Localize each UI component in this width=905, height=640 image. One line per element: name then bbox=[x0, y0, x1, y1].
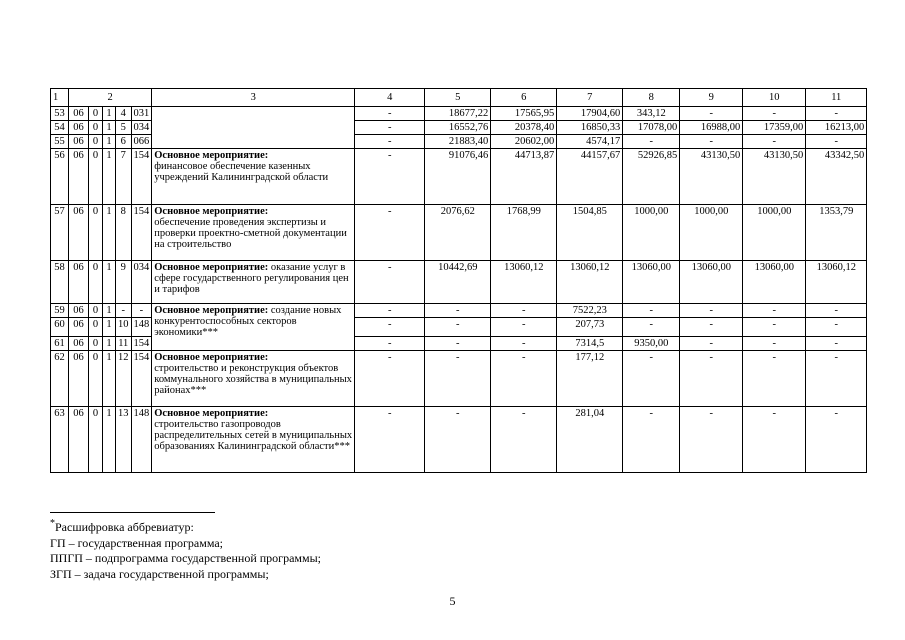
row-number: 60 bbox=[51, 318, 69, 337]
code-cell: 0 bbox=[89, 351, 103, 407]
value-cell: - bbox=[425, 351, 491, 407]
header-col-4: 4 bbox=[355, 89, 425, 107]
row-number: 55 bbox=[51, 135, 69, 149]
value-cell: 52926,85 bbox=[623, 149, 680, 205]
code-cell: 0 bbox=[89, 261, 103, 304]
activity-text: строительство газопроводов распределительных сетей в муниципальных образованиях Калининградской области*** bbox=[154, 419, 353, 452]
code-cell: 1 bbox=[103, 121, 116, 135]
code-cell: 0 bbox=[89, 407, 103, 473]
description-cell bbox=[152, 351, 355, 407]
code-cell: 1 bbox=[103, 318, 116, 337]
row-number: 58 bbox=[51, 261, 69, 304]
value-cell: - bbox=[355, 407, 425, 473]
table-row bbox=[51, 407, 867, 473]
value-cell: - bbox=[743, 304, 806, 318]
code-cell: 06 bbox=[69, 205, 89, 261]
code-cell: 1 bbox=[103, 407, 116, 473]
code-cell: 1 bbox=[103, 337, 116, 351]
table-row bbox=[51, 107, 867, 121]
value-cell: 44157,67 bbox=[557, 149, 623, 205]
code-cell: 034 bbox=[131, 121, 152, 135]
value-cell: 9350,00 bbox=[623, 337, 680, 351]
code-cell: 0 bbox=[89, 205, 103, 261]
value-cell: 43130,50 bbox=[680, 149, 743, 205]
activity-label: Основное мероприятие: bbox=[154, 262, 269, 273]
code-cell: 031 bbox=[131, 107, 152, 121]
value-cell: 20602,00 bbox=[491, 135, 557, 149]
row-number: 62 bbox=[51, 351, 69, 407]
value-cell: - bbox=[491, 318, 557, 337]
value-cell: - bbox=[355, 351, 425, 407]
value-cell: - bbox=[491, 304, 557, 318]
value-cell: - bbox=[806, 107, 867, 121]
code-cell: 11 bbox=[116, 337, 132, 351]
value-cell: 91076,46 bbox=[425, 149, 491, 205]
value-cell: - bbox=[806, 304, 867, 318]
budget-table bbox=[50, 88, 867, 473]
value-cell: - bbox=[491, 351, 557, 407]
table-row bbox=[51, 351, 867, 407]
value-cell: - bbox=[743, 351, 806, 407]
row-number: 56 bbox=[51, 149, 69, 205]
value-cell: 21883,40 bbox=[425, 135, 491, 149]
value-cell: 281,04 bbox=[557, 407, 623, 473]
value-cell: 4574,17 bbox=[557, 135, 623, 149]
row-number: 61 bbox=[51, 337, 69, 351]
row-number: 59 bbox=[51, 304, 69, 318]
value-cell: 13060,12 bbox=[491, 261, 557, 304]
value-cell: 7522,23 bbox=[557, 304, 623, 318]
value-cell: - bbox=[680, 407, 743, 473]
activity-label: Основное мероприятие: bbox=[154, 352, 269, 363]
code-cell: 1 bbox=[103, 304, 116, 318]
header-col-7: 7 bbox=[557, 89, 623, 107]
value-cell: - bbox=[743, 407, 806, 473]
code-cell: 10 bbox=[116, 318, 132, 337]
footnote-line: ППГП – подпрограмма государственной программы; bbox=[50, 551, 321, 565]
code-cell: - bbox=[116, 304, 132, 318]
value-cell: - bbox=[623, 407, 680, 473]
value-cell: 44713,87 bbox=[491, 149, 557, 205]
value-cell: - bbox=[425, 337, 491, 351]
value-cell: - bbox=[680, 351, 743, 407]
value-cell: - bbox=[680, 337, 743, 351]
value-cell: 13060,12 bbox=[557, 261, 623, 304]
activity-text: оказание услуг в сфере государственного регулирования цен и тарифов bbox=[154, 262, 349, 295]
value-cell: - bbox=[680, 318, 743, 337]
value-cell: 13060,00 bbox=[680, 261, 743, 304]
value-cell: 1768,99 bbox=[491, 205, 557, 261]
code-cell: 5 bbox=[116, 121, 132, 135]
code-cell: 154 bbox=[131, 337, 152, 351]
code-cell: 1 bbox=[103, 135, 116, 149]
value-cell: 18677,22 bbox=[425, 107, 491, 121]
description-cell bbox=[152, 304, 355, 351]
value-cell: 17904,60 bbox=[557, 107, 623, 121]
code-cell: 034 bbox=[131, 261, 152, 304]
row-number: 63 bbox=[51, 407, 69, 473]
value-cell: - bbox=[680, 135, 743, 149]
value-cell: - bbox=[355, 261, 425, 304]
value-cell: - bbox=[680, 304, 743, 318]
page-number: 5 bbox=[449, 594, 456, 608]
value-cell: - bbox=[355, 121, 425, 135]
table-row bbox=[51, 261, 867, 304]
footnote-line: ЗГП – задача государственной программы; bbox=[50, 566, 269, 581]
description-cell bbox=[152, 205, 355, 261]
value-cell: 43130,50 bbox=[743, 149, 806, 205]
code-cell: 1 bbox=[103, 205, 116, 261]
header-col-8: 8 bbox=[623, 89, 680, 107]
table-row bbox=[51, 205, 867, 261]
value-cell: 16552,76 bbox=[425, 121, 491, 135]
code-cell: 0 bbox=[89, 121, 103, 135]
footnote-marker: * bbox=[50, 518, 55, 529]
value-cell: 1000,00 bbox=[623, 205, 680, 261]
code-cell: 06 bbox=[69, 351, 89, 407]
code-cell: 0 bbox=[89, 337, 103, 351]
code-cell: 0 bbox=[89, 318, 103, 337]
activity-label: Основное мероприятие: bbox=[154, 408, 269, 419]
code-cell: 06 bbox=[69, 149, 89, 205]
value-cell: - bbox=[623, 304, 680, 318]
code-cell: 066 bbox=[131, 135, 152, 149]
value-cell: 16988,00 bbox=[680, 121, 743, 135]
code-cell: 4 bbox=[116, 107, 132, 121]
value-cell: - bbox=[355, 337, 425, 351]
code-cell: 6 bbox=[116, 135, 132, 149]
value-cell: 2076,62 bbox=[425, 205, 491, 261]
footnotes bbox=[50, 516, 321, 582]
value-cell: - bbox=[355, 318, 425, 337]
value-cell: - bbox=[355, 205, 425, 261]
code-cell: - bbox=[131, 304, 152, 318]
value-cell: - bbox=[743, 107, 806, 121]
value-cell: 43342,50 bbox=[806, 149, 867, 205]
value-cell: 207,73 bbox=[557, 318, 623, 337]
value-cell: 343,12 bbox=[623, 107, 680, 121]
code-cell: 0 bbox=[89, 304, 103, 318]
code-cell: 154 bbox=[131, 149, 152, 205]
value-cell: 20378,40 bbox=[491, 121, 557, 135]
value-cell: - bbox=[355, 135, 425, 149]
description-cell bbox=[152, 107, 355, 149]
code-cell: 154 bbox=[131, 205, 152, 261]
value-cell: 16213,00 bbox=[806, 121, 867, 135]
header-col-1: 1 bbox=[51, 89, 69, 107]
code-cell: 9 bbox=[116, 261, 132, 304]
value-cell: 1000,00 bbox=[743, 205, 806, 261]
table-header-row bbox=[51, 89, 867, 107]
value-cell: - bbox=[806, 351, 867, 407]
value-cell: - bbox=[743, 318, 806, 337]
activity-label: Основное мероприятие: bbox=[154, 305, 269, 316]
value-cell: 13060,00 bbox=[623, 261, 680, 304]
header-col-11: 11 bbox=[806, 89, 867, 107]
value-cell: 17359,00 bbox=[743, 121, 806, 135]
value-cell: - bbox=[743, 135, 806, 149]
table-row bbox=[51, 304, 867, 318]
value-cell: 10442,69 bbox=[425, 261, 491, 304]
code-cell: 06 bbox=[69, 107, 89, 121]
value-cell: 16850,33 bbox=[557, 121, 623, 135]
description-cell bbox=[152, 149, 355, 205]
code-cell: 06 bbox=[69, 121, 89, 135]
value-cell: - bbox=[806, 318, 867, 337]
code-cell: 12 bbox=[116, 351, 132, 407]
value-cell: - bbox=[355, 149, 425, 205]
header-col-3: 3 bbox=[152, 89, 355, 107]
code-cell: 8 bbox=[116, 205, 132, 261]
value-cell: - bbox=[425, 407, 491, 473]
value-cell: 1000,00 bbox=[680, 205, 743, 261]
activity-label: Основное мероприятие: bbox=[154, 206, 269, 217]
code-cell: 06 bbox=[69, 261, 89, 304]
value-cell: - bbox=[680, 107, 743, 121]
code-cell: 7 bbox=[116, 149, 132, 205]
value-cell: - bbox=[806, 337, 867, 351]
value-cell: 17078,00 bbox=[623, 121, 680, 135]
value-cell: 1353,79 bbox=[806, 205, 867, 261]
header-col-5: 5 bbox=[425, 89, 491, 107]
description-cell bbox=[152, 261, 355, 304]
footnote-separator bbox=[50, 512, 215, 513]
footnote-title: *Расшифровка аббревиатур: bbox=[50, 518, 194, 534]
code-cell: 154 bbox=[131, 351, 152, 407]
code-cell: 1 bbox=[103, 351, 116, 407]
value-cell: 7314,5 bbox=[557, 337, 623, 351]
value-cell: - bbox=[806, 135, 867, 149]
activity-text: строительство и реконструкция объектов коммунального хозяйства в муниципальных районах*** bbox=[154, 363, 352, 396]
code-cell: 06 bbox=[69, 407, 89, 473]
value-cell: - bbox=[623, 351, 680, 407]
value-cell: - bbox=[355, 107, 425, 121]
footnote-line: ГП – государственная программа; bbox=[50, 535, 223, 550]
activity-label: Основное мероприятие: bbox=[154, 150, 269, 161]
value-cell: 17565,95 bbox=[491, 107, 557, 121]
value-cell: - bbox=[491, 407, 557, 473]
value-cell: - bbox=[623, 135, 680, 149]
code-cell: 148 bbox=[131, 318, 152, 337]
code-cell: 0 bbox=[89, 107, 103, 121]
code-cell: 0 bbox=[89, 135, 103, 149]
header-col-2: 2 bbox=[69, 89, 152, 107]
header-col-9: 9 bbox=[680, 89, 743, 107]
activity-text: финансовое обеспечение казенных учреждений Калининградской области bbox=[154, 161, 329, 183]
code-cell: 06 bbox=[69, 337, 89, 351]
row-number: 54 bbox=[51, 121, 69, 135]
row-number: 57 bbox=[51, 205, 69, 261]
value-cell: - bbox=[743, 337, 806, 351]
value-cell: - bbox=[806, 407, 867, 473]
value-cell: 13060,12 bbox=[806, 261, 867, 304]
code-cell: 13 bbox=[116, 407, 132, 473]
description-cell bbox=[152, 407, 355, 473]
value-cell: - bbox=[425, 318, 491, 337]
value-cell: 13060,00 bbox=[743, 261, 806, 304]
value-cell: 1504,85 bbox=[557, 205, 623, 261]
code-cell: 1 bbox=[103, 149, 116, 205]
row-number: 53 bbox=[51, 107, 69, 121]
code-cell: 06 bbox=[69, 135, 89, 149]
code-cell: 06 bbox=[69, 318, 89, 337]
value-cell: - bbox=[355, 304, 425, 318]
table-row bbox=[51, 149, 867, 205]
value-cell: - bbox=[491, 337, 557, 351]
code-cell: 06 bbox=[69, 304, 89, 318]
value-cell: 177,12 bbox=[557, 351, 623, 407]
header-col-10: 10 bbox=[743, 89, 806, 107]
value-cell: - bbox=[623, 318, 680, 337]
header-col-6: 6 bbox=[491, 89, 557, 107]
value-cell: - bbox=[425, 304, 491, 318]
code-cell: 1 bbox=[103, 261, 116, 304]
code-cell: 148 bbox=[131, 407, 152, 473]
activity-text: создание новых конкурентоспособных секторов экономики*** bbox=[154, 305, 342, 338]
code-cell: 0 bbox=[89, 149, 103, 205]
activity-text: обеспечение проведения экспертизы и проверки проектно-сметной документации на строительство bbox=[154, 217, 347, 250]
code-cell: 1 bbox=[103, 107, 116, 121]
